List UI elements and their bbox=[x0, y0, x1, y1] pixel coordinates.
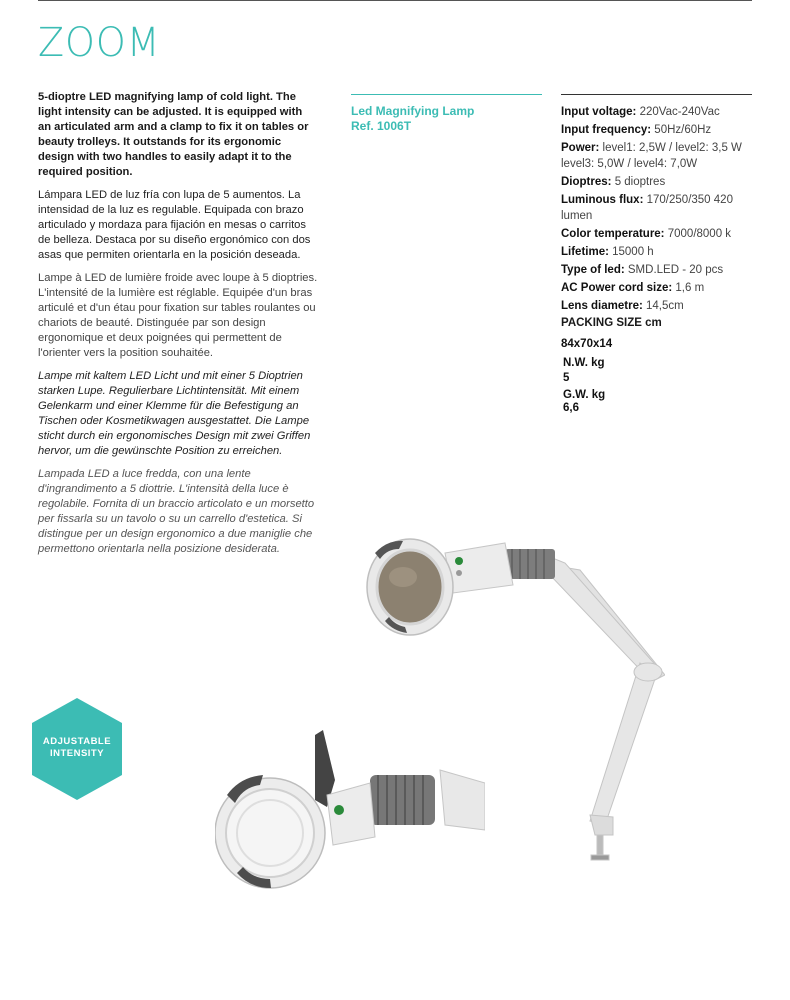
product-rule bbox=[351, 94, 542, 95]
spec-color-temperature: Color temperature: 7000/8000 k bbox=[561, 228, 732, 240]
page-title: ZOOM bbox=[38, 20, 161, 66]
lamp-head-closeup-image bbox=[215, 725, 485, 890]
gross-weight-label: G.W. kg bbox=[563, 389, 606, 401]
description-french: Lampe à LED de lumière froide avec loupe à 5 dioptries. L'intensité de la lumière est réglable. Equipée d'un bras articulé et d'un étau pour fixation sur tables roulantes ou chariots de beauté. Distinguée par son design ergonomique et deux poignées qui permettent de l'orienter vers la position souhaitée. bbox=[38, 272, 318, 359]
spec-power-cord: AC Power cord size: 1,6 m bbox=[561, 282, 705, 294]
spec-dioptres: Dioptres: 5 dioptres bbox=[561, 176, 666, 188]
description-german: Lampe mit kaltem LED Licht und mit einer 5 Dioptrien starken Lupe. Regulierbare Lichtintensität. Mit einem Gelenkarm und einer Klemme für die Befestigung an Tischen oder Kosmetikwagen ausgestattet. Die Lampe sticht durch ein ergonomisches Design mit zwei Griffen hervor, um die gewünschte Position zu erreichen. bbox=[38, 370, 311, 457]
description-english: 5-dioptre LED magnifying lamp of cold light. The light intensity can be adjusted. It is equipped with an articulated arm and a clamp to fix it on tables or beauty trolleys. It outstands for its ergonomic design with two handles to easily adapt it to the required position. bbox=[38, 91, 309, 178]
net-weight-label: N.W. kg bbox=[563, 357, 605, 369]
spec-type-of-led: Type of led: SMD.LED - 20 pcs bbox=[561, 264, 724, 276]
spec-input-voltage: Input voltage: 220Vac-240Vac bbox=[561, 106, 720, 118]
spec-input-frequency: Input frequency: 50Hz/60Hz bbox=[561, 124, 712, 136]
spec-luminous-flux: Luminous flux: 170/250/350 420 lumen bbox=[561, 194, 733, 222]
net-weight-value: 5 bbox=[563, 372, 570, 384]
description-column bbox=[38, 90, 318, 565]
description-italian: Lampada LED a luce fredda, con una lente d'ingrandimento a 5 diottrie. L'intensità della luce è regolabile. Fornita di un braccio articolato e un morsetto per fissarla su un tavolo o su un carrello d'estetica. Si distingue per un design ergonomico a due maniglie che permettono orientarla nella posizione desiderata. bbox=[38, 468, 315, 555]
top-rule bbox=[38, 0, 752, 1]
badge-label: ADJUSTABLE INTENSITY bbox=[42, 736, 112, 759]
specs-rule bbox=[561, 94, 752, 95]
product-ref: Ref. 1006T bbox=[351, 119, 412, 133]
packing-title: PACKING SIZE cm bbox=[561, 317, 662, 329]
spec-lifetime: Lifetime: 15000 h bbox=[561, 246, 654, 258]
packing-size: 84x70x14 bbox=[561, 338, 613, 350]
description-spanish: Lámpara LED de luz fría con lupa de 5 aumentos. La intensidad de la luz es regulable. Equipada con brazo articulado y mordaza para fijación en mesas o carritos de belleza. Destaca por su diseño ergonómico con dos asas que permiten orientarla en la posición deseada. bbox=[38, 189, 311, 261]
gross-weight-value: 6,6 bbox=[563, 402, 579, 414]
spec-power: Power: level1: 2,5W / level2: 3,5 W level3: 5,0W / level4: 7,0W bbox=[561, 142, 742, 170]
product-name: Led Magnifying Lamp bbox=[351, 104, 475, 118]
spec-lens-diametre: Lens diametre: 14,5cm bbox=[561, 300, 684, 312]
specs-list bbox=[561, 104, 761, 316]
